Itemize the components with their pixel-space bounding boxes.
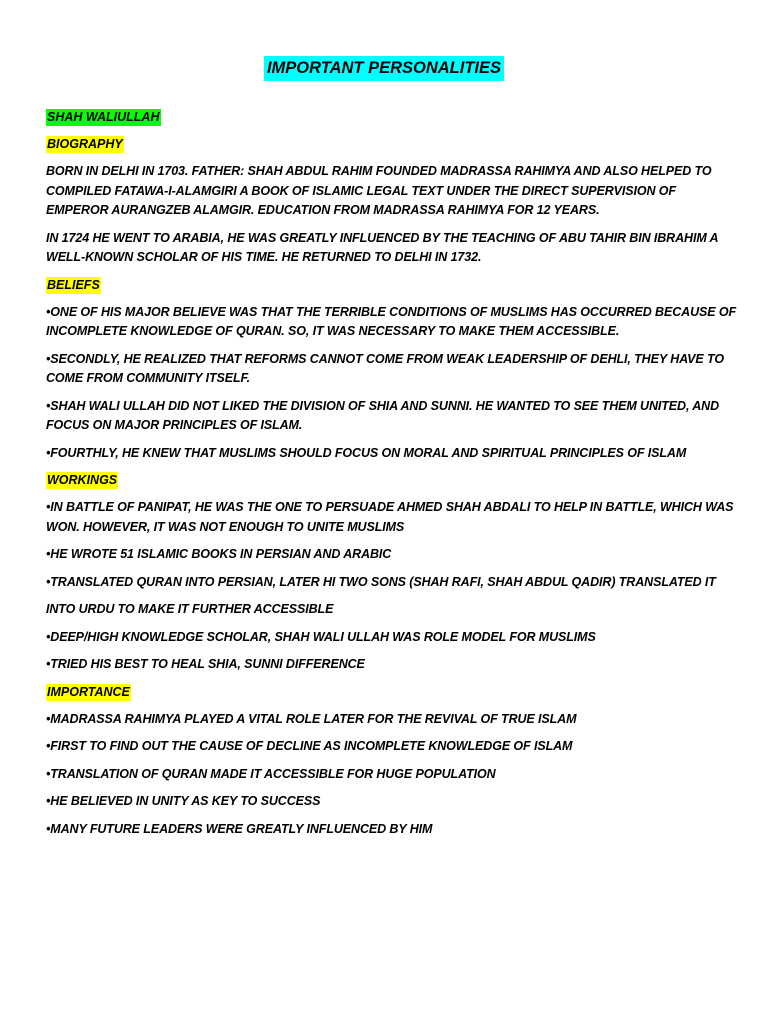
page-title bbox=[0, 44, 768, 81]
section-heading-biography-text: BIOGRAPHY bbox=[47, 137, 123, 151]
personality-name-heading bbox=[46, 108, 736, 127]
section-heading-workings-text: WORKINGS bbox=[47, 473, 118, 487]
importance-bullet: •TRANSLATION OF QURAN MADE IT ACCESSIBLE FOR HUGE POPULATION bbox=[46, 766, 496, 781]
biography-paragraph: BORN IN DELHI IN 1703. FATHER: SHAH ABDUL RAHIM FOUNDED MADRASSA RAHIMYA AND ALSO HELPED TO COMPILED FATAWA-I-ALAMGIRI A BOOK OF ISLAMIC LEGAL TEXT UNDER THE DIRECT SUPERVISION OF EMPEROR AURANGZEB ALAMGIR. EDUCATION FROM MADRASSA RAHIMYA FOR 12 YEARS. bbox=[46, 164, 712, 217]
section-heading-biography bbox=[46, 135, 736, 154]
beliefs-bullet: •FOURTHLY, HE KNEW THAT MUSLIMS SHOULD FOCUS ON MORAL AND SPIRITUAL PRINCIPLES OF ISLAM bbox=[46, 445, 687, 460]
beliefs-bullet: •ONE OF HIS MAJOR BELIEVE WAS THAT THE TERRIBLE CONDITIONS OF MUSLIMS HAS OCCURRED BECAUSE OF INCOMPLETE KNOWLEDGE OF QURAN. SO, IT WAS NECESSARY TO MAKE THEM ACCESSIBLE. bbox=[46, 304, 737, 338]
importance-bullet: •HE BELIEVED IN UNITY AS KEY TO SUCCESS bbox=[46, 794, 321, 808]
section-heading-importance-text: IMPORTANCE bbox=[47, 684, 130, 699]
section-heading-importance bbox=[46, 683, 736, 702]
workings-bullet: INTO URDU TO MAKE IT FURTHER ACCESSIBLE bbox=[46, 602, 334, 616]
importance-bullet: •FIRST TO FIND OUT THE CAUSE OF DECLINE AS INCOMPLETE KNOWLEDGE OF ISLAM bbox=[46, 739, 573, 753]
section-heading-beliefs-text: BELIEFS bbox=[47, 277, 100, 292]
workings-bullet: •TRIED HIS BEST TO HEAL SHIA, SUNNI DIFFERENCE bbox=[46, 657, 365, 671]
beliefs-bullet: •SECONDLY, HE REALIZED THAT REFORMS CANNOT COME FROM WEAK LEADERSHIP OF DEHLI, THEY HAVE TO COME FROM COMMUNITY ITSELF. bbox=[46, 351, 724, 385]
beliefs-bullet: •SHAH WALI ULLAH DID NOT LIKED THE DIVISION OF SHIA AND SUNNI. HE WANTED TO SEE THEM UNITED, AND FOCUS ON MAJOR PRINCIPLES OF ISLAM. bbox=[46, 398, 720, 432]
document-body bbox=[46, 108, 736, 847]
importance-bullet: •MADRASSA RAHIMYA PLAYED A VITAL ROLE LATER FOR THE REVIVAL OF TRUE ISLAM bbox=[46, 711, 577, 726]
workings-bullet: •IN BATTLE OF PANIPAT, HE WAS THE ONE TO PERSUADE AHMED SHAH ABDALI TO HELP IN BATTLE, WHICH WAS WON. HOWEVER, IT WAS NOT ENOUGH TO UNITE MUSLIMS bbox=[46, 500, 734, 534]
importance-bullet: •MANY FUTURE LEADERS WERE GREATLY INFLUENCED BY HIM bbox=[46, 821, 433, 836]
workings-bullet: •TRANSLATED QURAN INTO PERSIAN, LATER HI TWO SONS (SHAH RAFI, SHAH ABDUL QADIR) TRANSLATED IT bbox=[46, 574, 716, 589]
workings-bullet: •HE WROTE 51 ISLAMIC BOOKS IN PERSIAN AND ARABIC bbox=[46, 547, 392, 561]
personality-name-text: SHAH WALIULLAH bbox=[47, 110, 160, 124]
page-title-text: IMPORTANT PERSONALITIES bbox=[264, 56, 504, 81]
section-heading-beliefs bbox=[46, 276, 736, 295]
workings-bullet: •DEEP/HIGH KNOWLEDGE SCHOLAR, SHAH WALI ULLAH WAS ROLE MODEL FOR MUSLIMS bbox=[46, 629, 596, 644]
section-heading-workings bbox=[46, 471, 736, 490]
biography-paragraph: IN 1724 HE WENT TO ARABIA, HE WAS GREATLY INFLUENCED BY THE TEACHING OF ABU TAHIR BIN IBRAHIM A WELL-KNOWN SCHOLAR OF HIS TIME. HE RETURNED TO DELHI IN 1732. bbox=[46, 230, 719, 264]
